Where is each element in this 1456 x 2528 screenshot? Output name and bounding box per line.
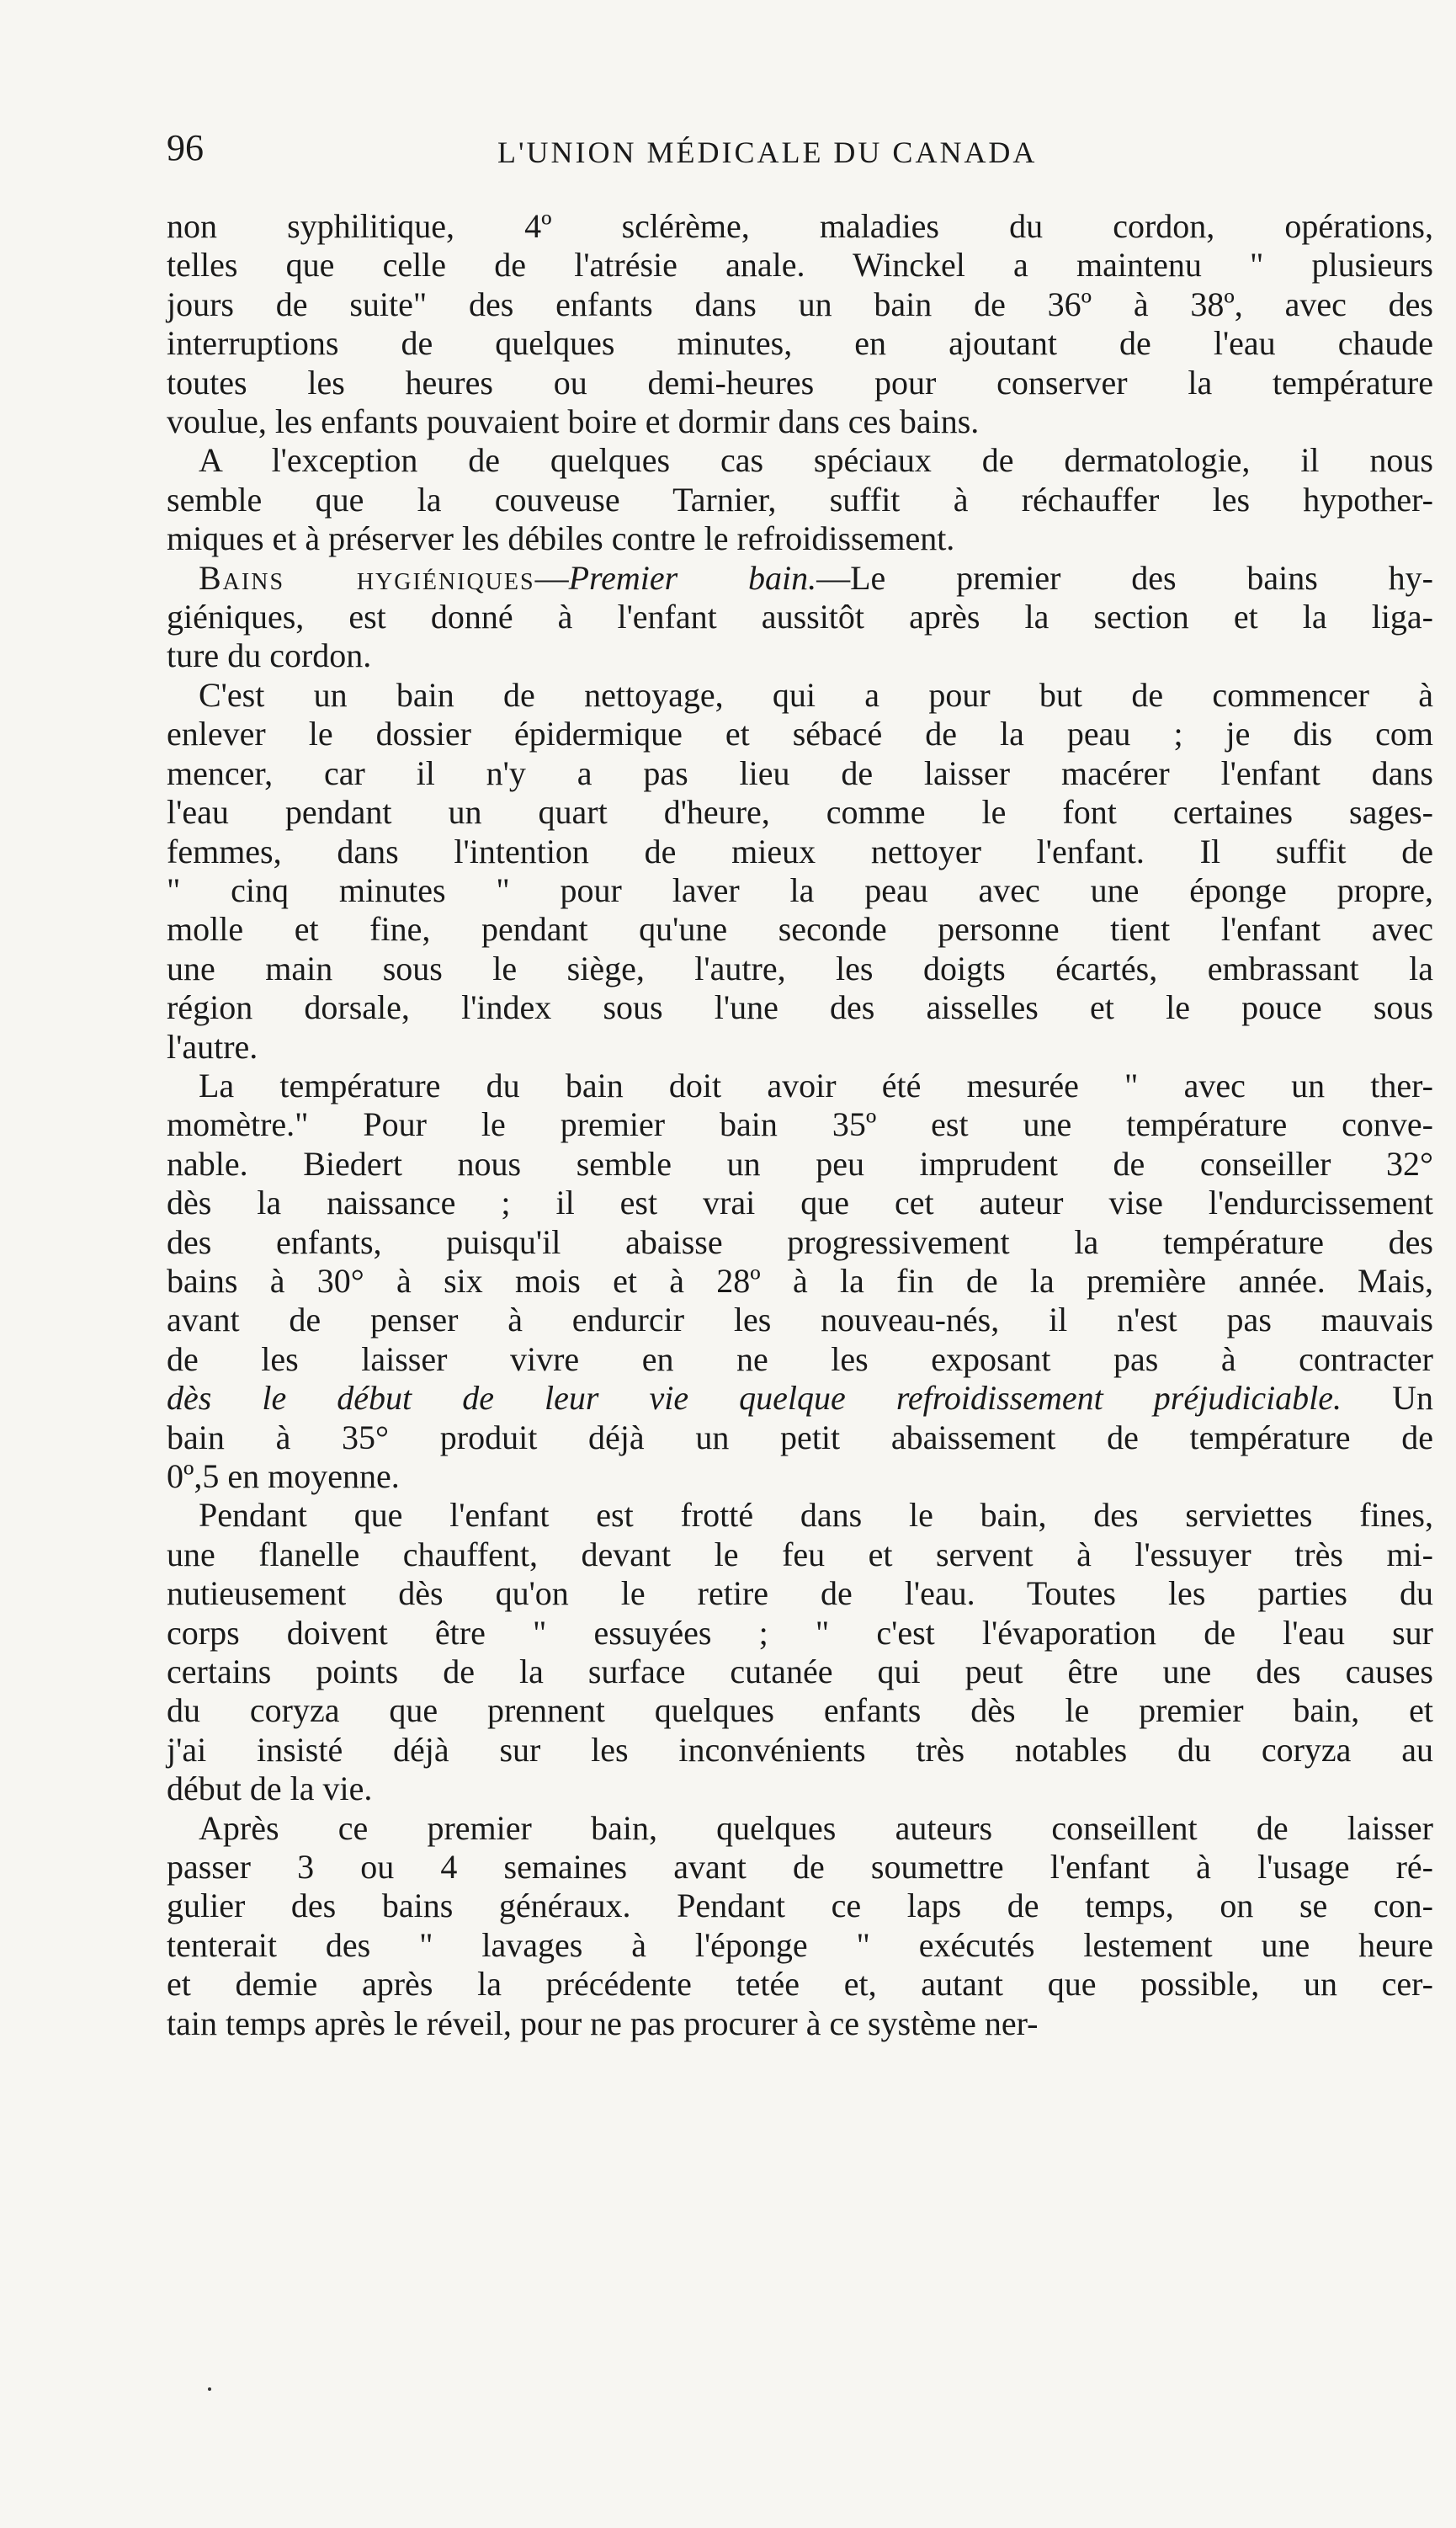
text-line: gulier des bains généraux. Pendant ce laps de temps, on se con- [167, 1887, 1433, 1925]
text-line: C'est un bain de nettoyage, qui a pour but de commencer à [199, 675, 1433, 714]
text-line: semble que la couveuse Tarnier, suffit à réchauffer les hypother- [167, 480, 1433, 519]
text-line: enlever le dossier épidermique et sébacé de la peau ; je dis com [167, 715, 1433, 753]
text-line: molle et fine, pendant qu'une seconde personne tient l'enfant avec [167, 910, 1433, 949]
text-line: passer 3 ou 4 semaines avant de soumettre l'enfant à l'usage ré- [167, 1848, 1433, 1887]
paragraph [167, 441, 1433, 558]
text-line: dès la naissance ; il est vrai que cet auteur vise l'endurcissement [167, 1184, 1433, 1222]
document-page [167, 126, 1433, 2467]
text-line: bains à 30° à six mois et à 28º à la fin de la première année. Mais, [167, 1261, 1433, 1300]
heading-trailing-text: —Le premier des bains hy- [816, 558, 1433, 597]
text-line: du coryza que prennent quelques enfants dès le premier bain, et [167, 1691, 1433, 1730]
line-tail: Un [1342, 1379, 1433, 1418]
text-line: jours de suite" des enfants dans un bain de 36º à 38º, avec des [167, 285, 1433, 323]
paragraph [167, 1496, 1433, 1808]
text-line: avant de penser à endurcir les nouveau-nés, il n'est pas mauvais [167, 1301, 1433, 1339]
text-line: ture du cordon. [167, 636, 372, 675]
paragraph [167, 559, 1433, 676]
text-line: telles que celle de l'atrésie anale. Winckel a maintenu " plusieurs [167, 246, 1433, 285]
text-line: nutieusement dès qu'on le retire de l'eau. Toutes les parties du [167, 1574, 1433, 1613]
text-line: momètre." Pour le premier bain 35º est une température conve- [167, 1105, 1433, 1144]
text-line: non syphilitique, 4º sclérème, maladies du cordon, opérations, [167, 207, 1433, 245]
text-line: corps doivent être " essuyées ; " c'est l'évaporation de l'eau sur [167, 1613, 1433, 1652]
journal-title: L'UNION MÉDICALE DU CANADA [497, 136, 1038, 169]
heading-separator: — [534, 558, 569, 597]
text-line: région dorsale, l'index sous l'une des aisselles et le pouce sous [167, 988, 1433, 1027]
text-line: l'eau pendant un quart d'heure, comme le font certaines sages- [167, 793, 1433, 832]
paragraph [167, 1067, 1433, 1496]
text-line: Après ce premier bain, quelques auteurs conseillent de laisser [199, 1808, 1433, 1847]
text-line: " cinq minutes " pour laver la peau avec une éponge propre, [167, 870, 1433, 909]
text-line: La température du bain doit avoir été mesurée " avec un ther- [199, 1066, 1433, 1104]
text-line: et demie après la précédente tetée et, autant que possible, un cer- [167, 1965, 1433, 2004]
text-line: mencer, car il n'y a pas lieu de laisser macérer l'enfant dans [167, 753, 1433, 792]
text-line: giéniques, est donné à l'enfant aussitôt après la section et la liga- [167, 598, 1433, 636]
body-text [167, 207, 1433, 2043]
text-line: toutes les heures ou demi-heures pour conserver la température [167, 363, 1433, 402]
section-heading-line [167, 559, 1433, 598]
text-line: certains points de la surface cutanée qui peut être une des causes [167, 1653, 1433, 1691]
text-line: de les laisser vivre en ne les exposant pas à contracter [167, 1339, 1433, 1378]
text-line: miques et à préserver les débiles contre le refroidissement. [167, 519, 955, 558]
paragraph [167, 676, 1433, 1067]
text-line: Pendant que l'enfant est frotté dans le bain, des serviettes fines, [199, 1496, 1433, 1535]
text-line: tain temps après le réveil, pour ne pas procurer à ce système ner- [167, 2004, 1039, 2042]
text-line: tenterait des " lavages à l'éponge " exécutés lestement une heure [167, 1925, 1433, 1964]
text-line: 0º,5 en moyenne. [167, 1457, 400, 1495]
text-line: j'ai insisté déjà sur les inconvénients très notables du coryza au [167, 1730, 1433, 1769]
text-line: femmes, dans l'intention de mieux nettoyer l'enfant. Il suffit de [167, 832, 1433, 870]
italic-emphasis: dès le début de leur vie quelque refroidissement préjudiciable. [167, 1379, 1342, 1418]
text-line: nable. Biedert nous semble un peu imprudent de conseiller 32° [167, 1144, 1433, 1183]
section-heading: Bains hygiéniques [199, 558, 535, 597]
text-line: une main sous le siège, l'autre, les doigts écartés, embrassant la [167, 949, 1433, 987]
text-line [167, 1379, 1433, 1418]
text-line: début de la vie. [167, 1770, 373, 1808]
text-line: bain à 35° produit déjà un petit abaissement de température de [167, 1418, 1433, 1456]
stray-ink-dot [208, 2387, 211, 2391]
subsection-heading: Premier bain. [568, 558, 817, 597]
text-line: une flanelle chauffent, devant le feu et servent à l'essuyer très mi- [167, 1535, 1433, 1573]
paragraph [167, 1809, 1433, 2043]
page-number: 96 [167, 127, 204, 168]
text-line: des enfants, puisqu'il abaisse progressivement la température des [167, 1222, 1433, 1261]
paragraph [167, 207, 1433, 441]
text-line: A l'exception de quelques cas spéciaux de dermatologie, il nous [199, 441, 1433, 480]
text-line: l'autre. [167, 1027, 258, 1066]
text-line: voulue, les enfants pouvaient boire et dormir dans ces bains. [167, 402, 980, 441]
text-line: interruptions de quelques minutes, en ajoutant de l'eau chaude [167, 324, 1433, 363]
running-head [167, 126, 1433, 185]
